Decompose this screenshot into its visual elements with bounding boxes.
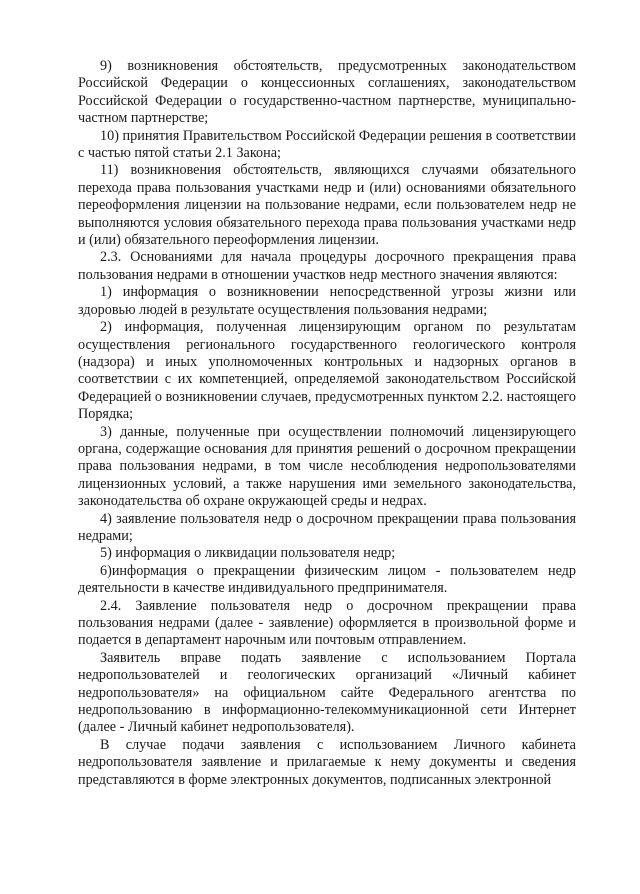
- paragraph-item-2: 2) информация, полученная лицензирующим органом по результатам осуществления регионального государственного геологического контроля (надзора) и иных уполномоченных контрольных и надзорных органов в соответствии с их компетенцией, определяемой законодательством Российской Федерацией о возникновении случаев, предусмотренных пунктом 2.2. настоящего Порядка;: [78, 319, 576, 423]
- paragraph-item-3: 3) данные, полученные при осуществлении полномочий лицензирующего органа, содержащие основания для принятия решений о досрочном прекращении права пользования недрами, в том числе несоблюдения недропользователями лицензионных условий, а также нарушения ими земельного законодательства, законодательства об охране окружающей среды и недрах.: [78, 423, 576, 510]
- paragraph-applicant-portal: Заявитель вправе подать заявление с использованием Портала недропользователей и геологических организаций «Личный кабинет недропользователя» на официальном сайте Федерального агентства по недропользованию в информационно-телекоммуникационной сети Интернет (далее - Личный кабинет недропользователя).: [78, 649, 576, 736]
- paragraph-item-5: 5) информация о ликвидации пользователя недр;: [100, 545, 396, 562]
- paragraph-item-10: 10) принятия Правительством Российской Федерации решения в соответствии с частью пятой статьи 2.1 Закона;: [78, 127, 576, 162]
- paragraph-section-2-4: 2.4. Заявление пользователя недр о досрочном прекращении права пользования недрами (далее - заявление) оформляется в произвольной форме и подается в департамент нарочным или почтовым отправлением.: [78, 597, 576, 649]
- paragraph-item-11: 11) возникновения обстоятельств, являющихся случаями обязательного перехода права пользования участками недр и (или) основаниями обязательного переоформления лицензии на пользование недрами, если пользователем недр не выполняются условия обязательного перехода права пользования участками недр и (или) обязательного переоформления лицензии.: [78, 162, 576, 249]
- paragraph-item-9: 9) возникновения обстоятельств, предусмотренных законодательством Российской Федерации о концессионных соглашениях, законодательством Российской Федерации о государственно-частном партнерстве, муниципально-частном партнерстве;: [78, 58, 576, 127]
- paragraph-item-6: 6)информация о прекращении физическим лицом - пользователем недр деятельности в качестве индивидуального предпринимателя.: [78, 562, 576, 597]
- paragraph-item-1: 1) информация о возникновении непосредственной угрозы жизни или здоровью людей в результате осуществления пользования недрами;: [78, 284, 576, 318]
- paragraph-section-2-3: 2.3. Основаниями для начала процедуры досрочного прекращения права пользования недрами в отношении участков недр местного значения являются:: [78, 249, 576, 283]
- document-page: [78, 58, 576, 789]
- paragraph-item-4: 4) заявление пользователя недр о досрочном прекращении права пользования недрами;: [78, 510, 576, 544]
- paragraph-electronic-submission: В случае подачи заявления с использованием Личного кабинета недропользователя заявление и прилагаемые к нему документы и сведения представляются в форме электронных документов, подписанных электронной: [78, 736, 576, 788]
